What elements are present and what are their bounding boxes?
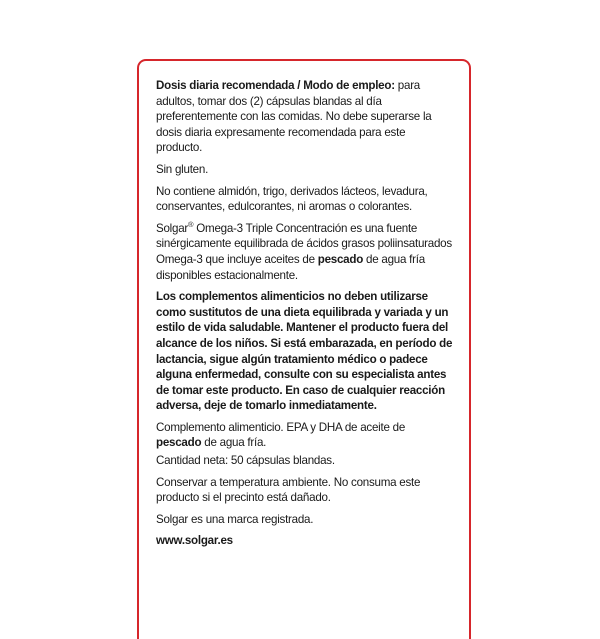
warning-paragraph: Los complementos alimenticios no deben utilizarse como sustitutos de una dieta equilibrada y variada y un estilo de vida saludable. Mantener el producto fuera del alcance de los niños. Si está embarazada, en período de lactancia, sigue algún tratamiento médico o padece alguna enfermedad, consulte con su especialista antes de tomar este producto. En caso de cualquier reacción adversa, deje de tomarlo inmediatamente. [156, 290, 453, 413]
complement-text-1: Complemento alimenticio. EPA y DHA de aceite de [156, 420, 406, 434]
product-label-panel [137, 59, 471, 639]
trademark-note: Solgar es una marca registrada. [156, 512, 314, 526]
complement-fish-keyword: pescado [156, 436, 202, 450]
description-text-1: Omega-3 Triple Concentración es una fuente sinérgicamente equilibrada de ácidos grasos poliinsaturados Omega-3 que incluye aceites de [156, 221, 452, 266]
net-quantity: Cantidad neta: 50 cápsulas blandas. [156, 454, 335, 468]
website-link[interactable]: www.solgar.es [156, 534, 233, 548]
ingredients-note: No contiene almidón, trigo, derivados lácteos, levadura, conservantes, edulcorantes, ni aromas o colorantes. [156, 184, 428, 214]
dosage-heading: Dosis diaria recomendada / Modo de empleo: [156, 79, 395, 92]
dosage-paragraph [156, 78, 453, 156]
registered-mark: ® [188, 219, 194, 229]
description-text-2: de agua fría disponibles estacionalmente. [156, 252, 425, 282]
complement-note [156, 420, 453, 451]
complement-text-2: de agua fría. [201, 436, 267, 450]
storage-note: Conservar a temperatura ambiente. No consuma este producto si el precinto está dañado. [156, 475, 421, 505]
fish-keyword: pescado [317, 252, 364, 266]
product-description [156, 221, 453, 283]
gluten-free-note: Sin gluten. [156, 162, 209, 176]
brand-name: Solgar [156, 221, 189, 235]
dosage-text: para adultos, tomar dos (2) cápsulas blandas al día preferentemente con las comidas. No debe superarse la dosis diaria expresamente recomendada para este producto. [156, 79, 432, 155]
